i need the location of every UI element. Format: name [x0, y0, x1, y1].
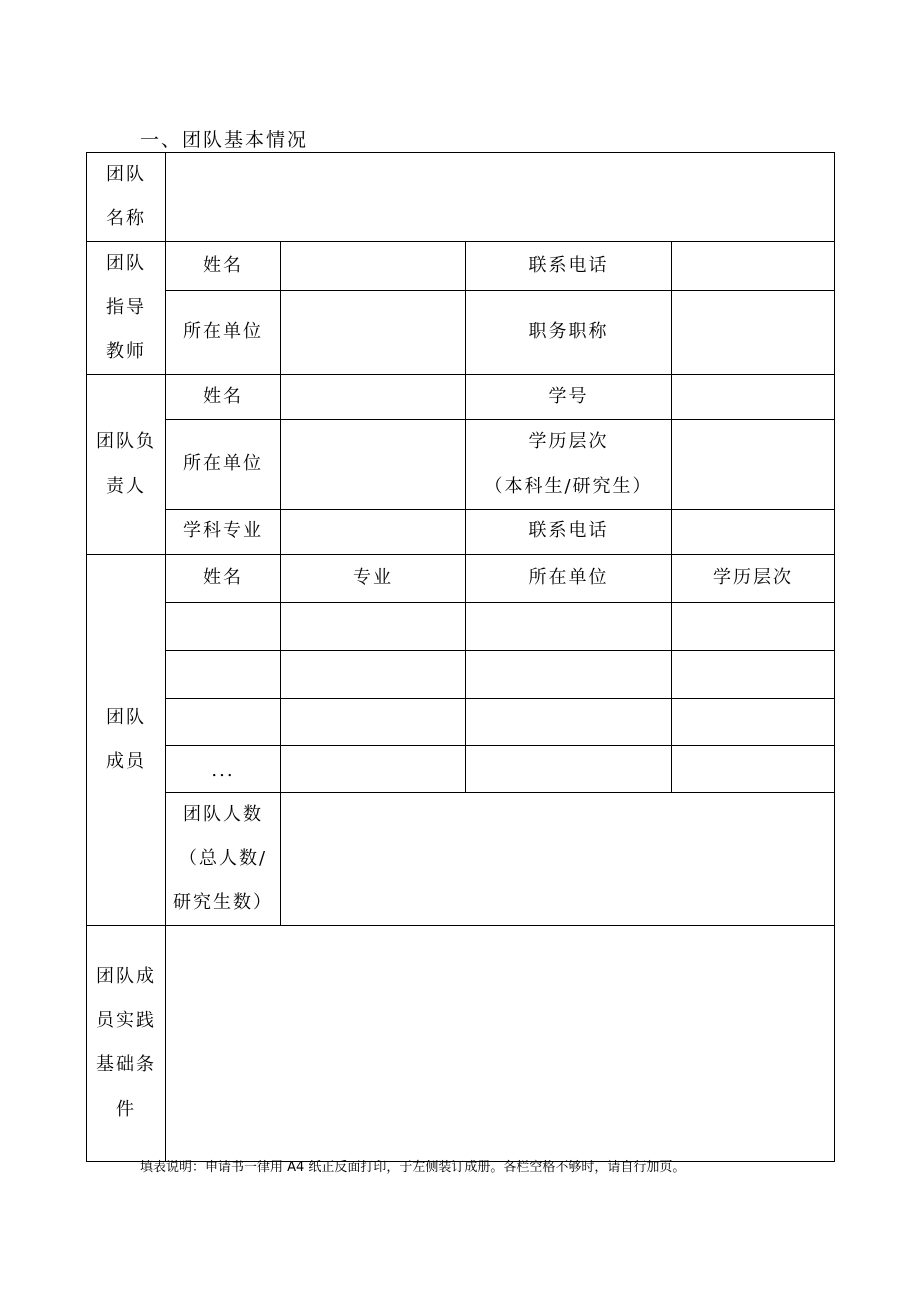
leader-unit-label: 所在单位 — [166, 420, 281, 509]
member-row — [87, 650, 835, 698]
leader-name-field[interactable] — [281, 375, 466, 420]
member-unit-cell[interactable] — [466, 745, 672, 792]
leader-label: 团队负 责人 — [87, 375, 166, 554]
team-name-field[interactable] — [166, 153, 835, 242]
team-info-table — [86, 152, 835, 1162]
member-name-cell[interactable] — [166, 602, 281, 650]
fill-instructions: 填表说明：申请书一律用 A4 纸正反面打印，于左侧装订成册。各栏空格不够时，请自行加页。 — [140, 1160, 686, 1175]
members-header-name: 姓名 — [166, 554, 281, 602]
leader-major-label: 学科专业 — [166, 509, 281, 554]
member-edu-cell[interactable] — [672, 698, 835, 745]
advisor-phone-field[interactable] — [672, 242, 835, 291]
member-row — [87, 698, 835, 745]
member-ellipsis: ... — [166, 745, 281, 792]
advisor-unit-field[interactable] — [281, 291, 466, 375]
member-major-cell[interactable] — [281, 602, 466, 650]
advisor-name-label: 姓名 — [166, 242, 281, 291]
practice-label: 团队成 员实践 基础条 件 — [87, 925, 166, 1161]
advisor-unit-label: 所在单位 — [166, 291, 281, 375]
member-name-cell[interactable] — [166, 650, 281, 698]
leader-phone-label: 联系电话 — [466, 509, 672, 554]
leader-edu-label: 学历层次 （本科生/研究生） — [466, 420, 672, 509]
member-major-cell[interactable] — [281, 745, 466, 792]
leader-edu-field[interactable] — [672, 420, 835, 509]
member-major-cell[interactable] — [281, 650, 466, 698]
members-label: 团队 成员 — [87, 554, 166, 925]
members-header-unit: 所在单位 — [466, 554, 672, 602]
leader-unit-field[interactable] — [281, 420, 466, 509]
member-unit-cell[interactable] — [466, 602, 672, 650]
member-edu-cell[interactable] — [672, 602, 835, 650]
members-header-edu: 学历层次 — [672, 554, 835, 602]
leader-name-label: 姓名 — [166, 375, 281, 420]
member-edu-cell[interactable] — [672, 745, 835, 792]
leader-major-field[interactable] — [281, 509, 466, 554]
member-row — [87, 745, 835, 792]
member-unit-cell[interactable] — [466, 698, 672, 745]
team-name-label: 团队 名称 — [87, 153, 166, 242]
leader-phone-field[interactable] — [672, 509, 835, 554]
member-edu-cell[interactable] — [672, 650, 835, 698]
leader-id-label: 学号 — [466, 375, 672, 420]
member-row — [87, 602, 835, 650]
member-unit-cell[interactable] — [466, 650, 672, 698]
advisor-name-field[interactable] — [281, 242, 466, 291]
advisor-title-label: 职务职称 — [466, 291, 672, 375]
section-title: 一、团队基本情况 — [140, 129, 309, 151]
practice-field[interactable] — [166, 925, 835, 1161]
advisor-title-field[interactable] — [672, 291, 835, 375]
member-count-field[interactable] — [281, 792, 835, 925]
member-major-cell[interactable] — [281, 698, 466, 745]
advisor-label: 团队 指导 教师 — [87, 242, 166, 375]
member-name-cell[interactable] — [166, 698, 281, 745]
member-count-label: 团队人数 （总人数/ 研究生数） — [166, 792, 281, 925]
members-header-major: 专业 — [281, 554, 466, 602]
leader-id-field[interactable] — [672, 375, 835, 420]
advisor-phone-label: 联系电话 — [466, 242, 672, 291]
